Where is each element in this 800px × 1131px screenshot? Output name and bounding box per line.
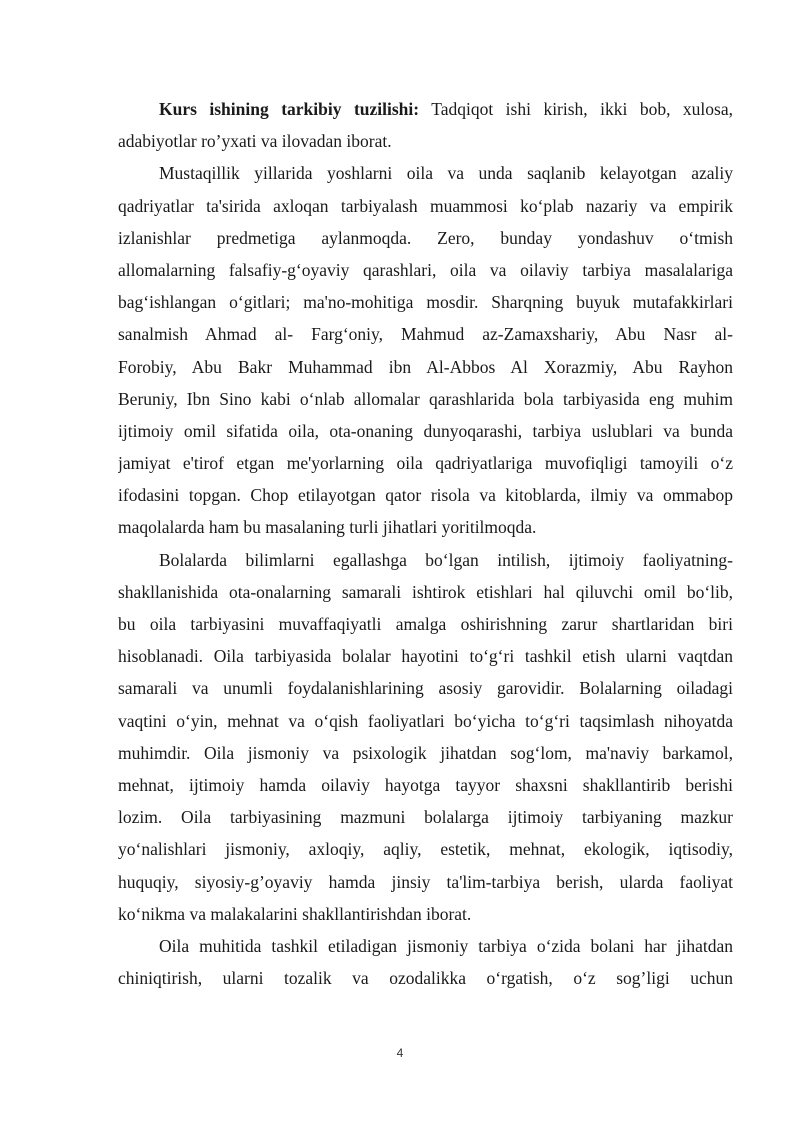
paragraph-3-line-8: mehnat, ijtimoiy hamda oilaviy hayotga tayyor shaxsni shakllantirib berishi: [118, 774, 733, 795]
paragraph-2-line-8: Beruniy, Ibn Sino kabi o‘nlab allomalar qarashlarida bola tarbiyasida eng muhim: [118, 388, 733, 409]
paragraph-2-line-7: Forobiy, Abu Bakr Muhammad ibn Al-Abbos Al Xorazmiy, Abu Rayhon: [118, 356, 733, 377]
paragraph-3-line-11: huquqiy, siyosiy-g’oyaviy hamda jinsiy ta'lim-tarbiya berish, ularda faoliyat: [118, 871, 733, 892]
paragraph-2-line-6: sanalmish Ahmad al- Farg‘oniy, Mahmud az-Zamaxshariy, Abu Nasr al-: [118, 324, 733, 345]
page-number: 4: [396, 1046, 404, 1060]
paragraph-2-line-1: Mustaqillik yillarida yoshlarni oila va unda saqlanib kelayotgan azaliy: [159, 163, 733, 184]
paragraph-1-text: Tadqiqot ishi kirish, ikki bob, xulosa,: [419, 99, 733, 119]
paragraph-3-line-5: samarali va unumli foydalanishlarining asosiy garovidir. Bolalarning oiladagi: [118, 678, 733, 699]
paragraph-2-line-4: allomalarning falsafiy-g‘oyaviy qarashlari, oila va oilaviy tarbiya masalalariga: [118, 259, 733, 280]
paragraph-2-line-12: maqolalarda ham bu masalaning turli jihatlari yoritilmoqda.: [118, 517, 537, 538]
paragraph-3-line-1: Bolalarda bilimlarni egallashga bo‘lgan intilish, ijtimoiy faoliyatning-: [159, 549, 733, 570]
paragraph-1-line-2: adabiyotlar ro’yxati va ilovadan iborat.: [118, 131, 392, 152]
paragraph-3-line-10: yo‘nalishlari jismoniy, axloqiy, aqliy, estetik, mehnat, ekologik, iqtisodiy,: [118, 839, 733, 860]
paragraph-2-line-11: ifodasini topgan. Chop etilayotgan qator risola va kitoblarda, ilmiy va ommabop: [118, 485, 733, 506]
paragraph-3-line-2: shakllanishida ota-onalarning samarali ishtirok etishlari hal qiluvchi omil bo‘lib,: [118, 581, 733, 602]
paragraph-2-line-9: ijtimoiy omil sifatida oila, ota-onaning dunyoqarashi, tarbiya uslublari va bunda: [118, 420, 733, 441]
section-heading-lead: Kurs ishining tarkibiy tuzilishi:: [159, 99, 420, 119]
paragraph-1-line-1: [118, 93, 733, 125]
paragraph-3-line-9: lozim. Oila tarbiyasining mazmuni bolalarga ijtimoiy tarbiyaning mazkur: [118, 807, 733, 828]
paragraph-2-line-10: jamiyat e'tirof etgan me'yorlarning oila qadriyatlariga muvofiqligi tamoyili o‘z: [118, 453, 733, 474]
paragraph-3-line-3: bu oila tarbiyasini muvaffaqiyatli amalga oshirishning zarur shartlaridan biri: [118, 614, 733, 634]
paragraph-2-line-2: qadriyatlar ta'sirida axloqan tarbiyalash muammosi ko‘plab nazariy va empirik: [118, 195, 733, 216]
paragraph-2-line-3: izlanishlar predmetiga aylanmoqda. Zero, bunday yondashuv o‘tmish: [118, 227, 733, 248]
paragraph-3-line-12: ko‘nikma va malakalarini shakllantirishdan iborat.: [118, 903, 472, 924]
paragraph-2-line-5: bag‘ishlangan o‘gitlari; ma'no-mohitiga mosdir. Sharqning buyuk mutafakkirlari: [118, 292, 733, 313]
document-body: [118, 93, 733, 994]
paragraph-4-line-2: chiniqtirish, ularni tozalik va ozodalikka o‘rgatish, o‘z sog’ligi uchun: [118, 968, 733, 989]
paragraph-3-line-7: muhimdir. Oila jismoniy va psixologik jihatdan sog‘lom, ma'naviy barkamol,: [118, 742, 733, 763]
paragraph-3-line-4: hisoblanadi. Oila tarbiyasida bolalar hayotini to‘g‘ri tashkil etish ularni vaqtdan: [118, 646, 733, 667]
paragraph-3-line-6: vaqtini o‘yin, mehnat va o‘qish faoliyatlari bo‘yicha to‘g‘ri taqsimlash nihoyatda: [118, 710, 733, 731]
paragraph-4-line-1: Oila muhitida tashkil etiladigan jismoniy tarbiya o‘zida bolani har jihatdan: [159, 935, 733, 956]
